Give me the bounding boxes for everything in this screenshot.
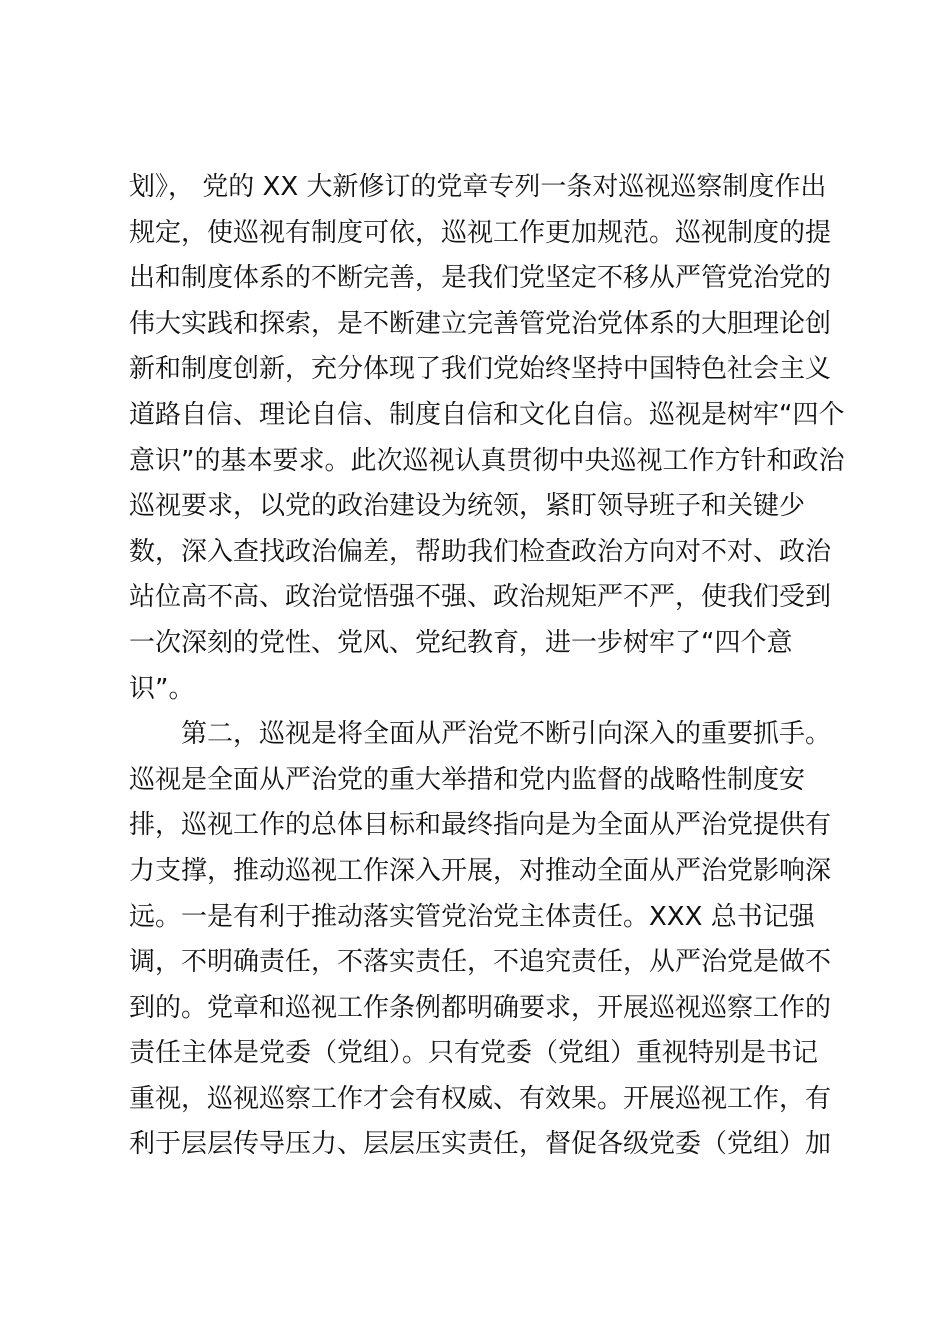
text-line: 力支撑，推动巡视工作深入开展，对推动全面从严治党影响深 — [129, 855, 832, 886]
text-line: 道路自信、理论自信、制度自信和文化自信。巡视是树牢“四个 — [129, 399, 845, 430]
text-line: 重视，巡视巡察工作才会有权威、有效果。开展巡视工作，有 — [129, 1083, 832, 1114]
paragraph-heading-line: 第二，巡视是将全面从严治党不断引向深入的重要抓手。 — [181, 719, 832, 750]
text-line: 划》， 党的 XX 大新修订的党章专列一条对巡视巡察制度作出 — [129, 172, 827, 202]
text-line: 调，不明确责任，不落实责任，不追究责任，从严治党是做不 — [129, 947, 832, 978]
text-line: 排，巡视工作的总体目标和最终指向是为全面从严治党提供有 — [129, 810, 832, 841]
text-line: 伟大实践和探索，是不断建立完善管党治党体系的大胆理论创 — [129, 308, 832, 339]
text-line: 远。一是有利于推动落实管党治党主体责任。XXX 总书记强 — [129, 901, 815, 932]
text-line: 数，深入查找政治偏差，帮助我们检查政治方向对不对、政治 — [129, 536, 832, 567]
text-line: 到的。党章和巡视工作条例都明确要求，开展巡视巡察工作的 — [129, 992, 832, 1023]
text-line: 巡视要求，以党的政治建设为统领，紧盯领导班子和关键少 — [129, 491, 806, 522]
text-line: 巡视是全面从严治党的重大举措和党内监督的战略性制度安 — [129, 764, 806, 795]
body-text — [129, 165, 845, 1168]
text-line: 利于层层传导压力、层层压实责任，督促各级党委（党组）加 — [129, 1129, 832, 1160]
text-line: 出和制度体系的不断完善，是我们党坚定不移从严管党治党的 — [129, 263, 832, 294]
text-line: 一次深刻的党性、党风、党纪教育，进一步树牢了“四个意 — [129, 627, 793, 658]
text-line: 规定，使巡视有制度可依，巡视工作更加规范。巡视制度的提 — [129, 217, 832, 248]
text-line: 站位高不高、政治觉悟强不强、政治规矩严不严，使我们受到 — [129, 582, 832, 613]
text-line: 责任主体是党委（党组）。只有党委（党组）重视特别是书记 — [129, 1038, 819, 1069]
text-line: 新和制度创新，充分体现了我们党始终坚持中国特色社会主义 — [129, 354, 832, 385]
text-line: 意识”的基本要求。此次巡视认真贯彻中央巡视工作方针和政治 — [129, 445, 845, 476]
text-line: 识”。 — [129, 673, 195, 704]
